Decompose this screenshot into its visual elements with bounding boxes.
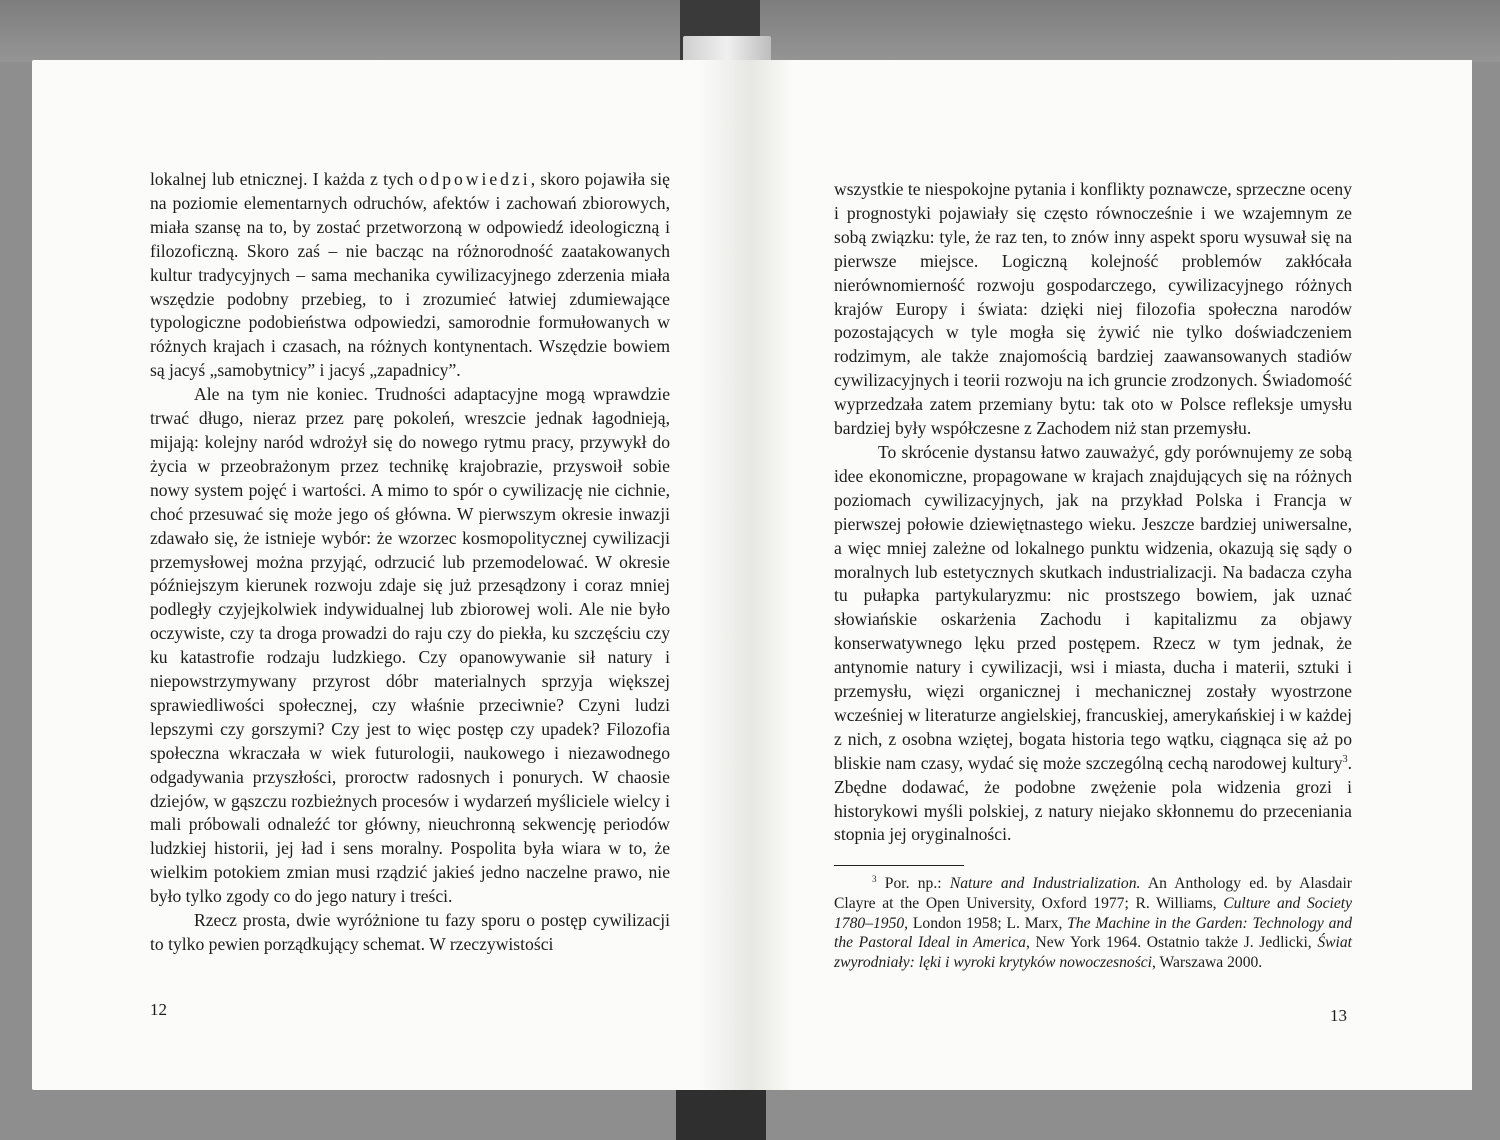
page-number-left: 12 (150, 1000, 167, 1019)
footnote-text (834, 874, 1352, 973)
italic-title: The Machine in the Garden: Technology and the Pastoral Ideal in America (834, 914, 1353, 952)
text-segment: , skoro pojawiła się na poziomie elementarnych odruchów, afektów i zachowań zbiorowych, miała szansę na to, by zostać przetworzoną w odpowiedź ideologiczną i filozoficzną. Skoro zaś – nie bacząc na różnorodność zaatakowanych kultur tradycyjnych – sama mechanika cywilizacyjnego zderzenia miała wszędzie podobny przebieg, to i zrozumieć łatwiej zdumiewające typologiczne podobieństwa odpowiedzi, samorodnie formułowanych w różnych krajach i czasach, na różnych kontynentach. Wszędzie bowiem są jacyś „samobytnicy” i jacyś „zapadnicy”. (150, 169, 670, 381)
paragraph (834, 178, 1352, 441)
right-page (750, 60, 1472, 1090)
spaced-emphasis: odpowiedzi (418, 169, 531, 189)
footnote (834, 874, 1352, 973)
left-page-text (150, 168, 670, 957)
text-segment: lokalnej lub etnicznej. I każda z tych (150, 169, 419, 189)
text-segment: , New York 1964. Ostatnio także J. Jedlicki, (1025, 934, 1318, 952)
paragraph (834, 441, 1352, 847)
page-number-right: 13 (1330, 1006, 1347, 1025)
text-segment: To skrócenie dystansu łatwo zauważyć, gdy porównujemy ze sobą idee ekonomiczne, propagowane w krajach znajdujących się na różnych poziomach cywilizacyjnych, jak na przykład Polska i Francja w pierwszej połowie dziewiętnastego wieku. Jeszcze bardziej uniwersalne, a więc mniej zależne od lokalnego punktu widzenia, okazują się sądy o moralnych lub estetycznych skutkach industrializacji. Na badacza czyha tu pułapka partykularyzmu: nic prostszego bowiem, jak uznać słowiańskie oskarżenia Zachodu i kapitalizmu za objawy konserwatywnego lęku przed postępem. Rzecz w tym jednak, że antynomie natury i cywilizacji, wsi i miasta, ducha i materii, sztuki i przemysłu, więzi organicznej i mechanicznej zostały wyostrzone wcześniej w literaturze angielskiej, francuskiej, amerykańskiej i w każdej z nich, z osobna wziętej, bogata historia tego wątku, ciągnąca się aż po bliskie nam czasy, wydać się może szczególną cechą narodowej kultury (834, 441, 1352, 773)
text-segment: London 1958; L. Marx, (908, 914, 1068, 932)
text-segment: Ale na tym nie koniec. Trudności adaptacyjne mogą wprawdzie trwać długo, nieraz przez parę pokoleń, wreszcie jednak łagodnieją, mijają: kolejny naród wdrożył się do nowego rytmu pracy, przywykł do życia w przeobrażonym przez technikę krajobrazie, przyswoił sobie nowy system pojęć i wartości. A mimo to spór o cywilizację nie cichnie, choć przesuwać się może jego oś główna. W pierwszym okresie inwazji zdawało się, że istnieje wybór: że wzorzec kosmopolitycznej cywilizacji przemysłowej można przyjąć, odrzucić lub przemodelować. W okresie późniejszym kierunek rozwoju zdaje się już przesądzony i coraz mniej podległy czyjejkolwiek indywidualnej lub zbiorowej woli. Ale nie było oczywiste, czy ta droga prowadzi do raju czy do piekła, ku szczęściu czy ku katastrofie rodzaju ludzkiego. Czy opanowywanie sił natury i niepowstrzymywany przyrost dóbr materialnych sprzyja większej sprawiedliwości społecznej, czy właśnie przeciwnie? Czyni ludzi lepszymi czy gorszymi? Czy jest to więc postęp czy upadek? Filozofia społeczna wkraczała w wiek futurologii, naukowego i niezawodnego odgadywania przyszłości, proroctw radosnych i ponurych. W chaosie dziejów, w gąszczu rozbieżnych procesów i wydarzeń myśliciele wielcy i mali próbowali odnaleźć tor główny, nieuchronną sekwencję periodów ludzkiej historii, jej ład i sens moralny. Pospolita była wiara w to, że wielkim potokiem zmian musi rządzić jakieś jedno naczelne prawo, nie było tylko zgody co do jego natury i treści. (150, 384, 670, 907)
italic-title: Świat zwyrodniały: lęki i wyroki krytyków nowoczesności (834, 934, 1352, 972)
italic-title: Nature and Industrialization. (949, 875, 1141, 892)
italic-title: Culture and Society 1780–1950, (834, 894, 1352, 932)
left-page (32, 60, 750, 1090)
right-page-text (834, 178, 1352, 847)
text-segment: Rzecz prosta, dwie wyróżnione tu fazy sporu o postęp cywilizacji to tylko pewien porządkujący schemat. W rzeczywistości (150, 910, 670, 954)
text-segment: An Anthology ed. by Alasdair Clayre at the Open University, Oxford 1977; R. Williams, (834, 875, 1352, 912)
text-segment: . Zbędne dodawać, że podobne zwężenie pola widzenia grozi i historykowi myśli polskiej, z natury niejako skłonnemu do przeceniania stopnia jej oryginalności. (834, 752, 1352, 845)
footnote-reference: 3 (1342, 753, 1348, 765)
footnote-divider (834, 865, 964, 866)
text-segment: , Warszawa 2000. (1152, 954, 1263, 972)
text-segment: Por. np.: (876, 875, 950, 892)
paragraph (150, 168, 670, 383)
text-segment: wszystkie te niespokojne pytania i konflikty poznawcze, sprzeczne oceny i prognostyki pojawiały się często równocześnie i we wzajemnym ze sobą związku: tyle, że raz ten, to znów inny aspekt sporu wysuwał się na pierwsze miejsce. Logiczną kolejność problemów zakłócała nierównomierność rozwoju gospodarczego, cywilizacyjnego różnych krajów Europy i świata: dzięki niej filozofia społeczna narodów pozostających w tyle mogła się żywić nie tylko doświadczeniem rodzimym, ale także znajomością bardziej zaawansowanych stadiów cywilizacyjnych i teorii rozwoju na ich gruncie zrodzonych. Świadomość wyprzedzała zatem przemiany bytu: tak oto w Polsce refleksje umysłu bardziej były współczesne z Zachodem niż stan przemysłu. (834, 179, 1352, 439)
footnote-reference: 3 (872, 873, 877, 884)
paragraph (150, 909, 670, 957)
paragraph (150, 383, 670, 909)
book-spine-bottom (676, 1090, 766, 1140)
